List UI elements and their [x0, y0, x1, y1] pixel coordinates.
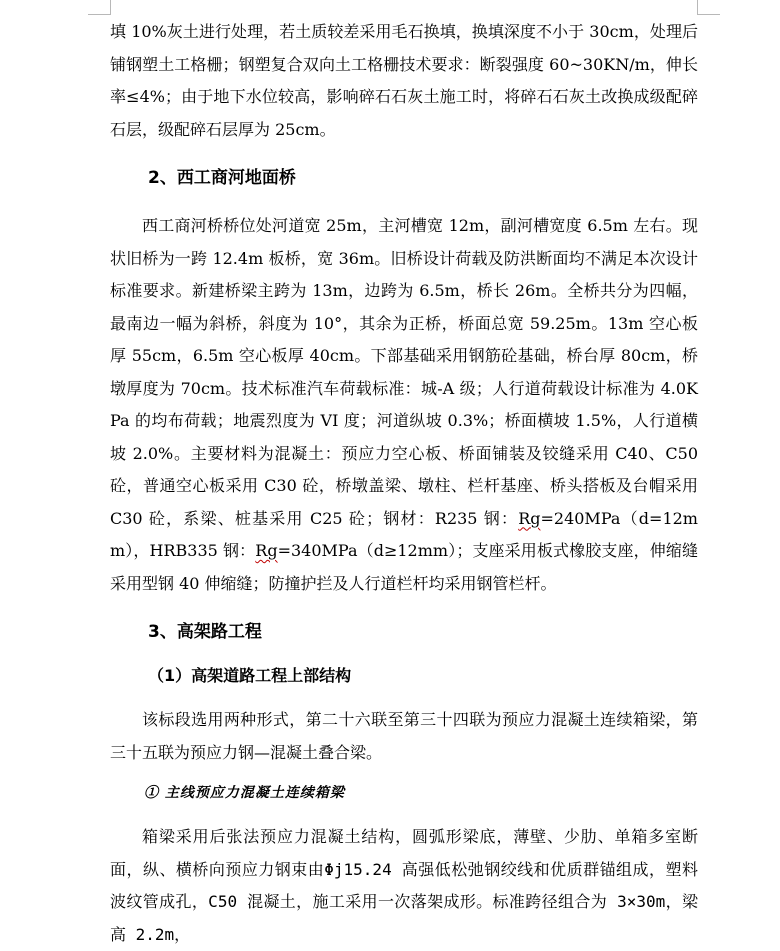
section-2-text-b: =240MPa（d=12mm），HRB335 钢：	[110, 508, 698, 560]
rg-symbol: Rg	[255, 541, 278, 560]
item-1-text-b: Φj15.24 高强低松弛钢绞线和优质群锚组成，塑料波纹管成孔，C50 混凝土，施工采用一次落架成形。标准跨径组合为 3×30m，梁高 2.2m，	[110, 859, 698, 944]
crop-mark-top-left	[88, 0, 111, 15]
section-2-text-a: 西工商河桥桥位处河道宽 25m，主河槽宽 12m，副河槽宽度 6.5m 左右。现状旧桥为一跨 12.4m 板桥，宽 36m。旧桥设计荷载及防洪断面均不满足本次设计标准要求。新建桥梁主跨为 13m，边跨为 6.5m，桥长 26m。全桥共分为四幅，最南边一幅为斜桥，斜度为 10°，其余为正桥，桥面总宽 59.25m。13m 空心板厚 55cm，6.5m 空心板厚 40cm。下部基础采用钢筋砼基础，桥台厚 80cm，桥墩厚度为 70cm。技术标准汽车荷载标准：城-A 级；人行道荷载设计标准为 4.0KPa 的均布荷载；地震烈度为 VI 度；河道纵坡 0.3%；桥面横坡 1.5%，人行道横坡 2.0%。主要材料为混凝土：预应力空心板、桥面铺装及铰缝采用 C40、C50 砼，普通空心板采用 C30 砼，桥墩盖梁、墩柱、栏杆基座、桥头搭板及台帽采用 C30 砼，系梁、桩基采用 C25 砼；钢材：R235 钢：	[110, 216, 698, 528]
intro-paragraph: 填 10%灰土进行处理，若土质较差采用毛石换填，换填深度不小于 30cm，处理后铺钢塑土工格栅；钢塑复合双向土工格栅技术要求：断裂强度 60~30KN/m，伸长率≤4%；由于地下水位较高，影响碎石石灰土施工时，将碎石石灰土改换成级配碎石层，级配碎石层厚为 25cm。	[110, 22, 698, 139]
crop-mark-top-right	[697, 0, 720, 15]
item-1-paragraph	[110, 821, 698, 951]
item-1-text-a: 箱梁采用后张法预应力混凝土结构，圆弧形梁底，薄壁、少肋、单箱多室断面，纵、横桥向预应力钢束由	[110, 827, 698, 879]
subsection-1-paragraph: 该标段选用两种形式，第二十六联至第三十四联为预应力混凝土连续箱梁，第三十五联为预应力钢—混凝土叠合梁。	[110, 710, 698, 762]
section-2-paragraph	[110, 210, 698, 600]
rg-symbol: Rg	[518, 508, 541, 528]
section-2-heading: 2、西工商河地面桥	[148, 168, 296, 188]
section-2-text-c: =340MPa（d≥12mm）；支座采用板式橡胶支座，伸缩缝采用型钢 40 伸缩缝；防撞护拦及人行道栏杆均采用钢管栏杆。	[110, 541, 698, 593]
item-1-heading: ① 主线预应力混凝土连续箱梁	[144, 785, 345, 801]
document-body	[110, 0, 698, 951]
section-3-heading: 3、高架路工程	[148, 622, 262, 642]
subsection-1-heading: （1）高架道路工程上部结构	[148, 666, 352, 685]
